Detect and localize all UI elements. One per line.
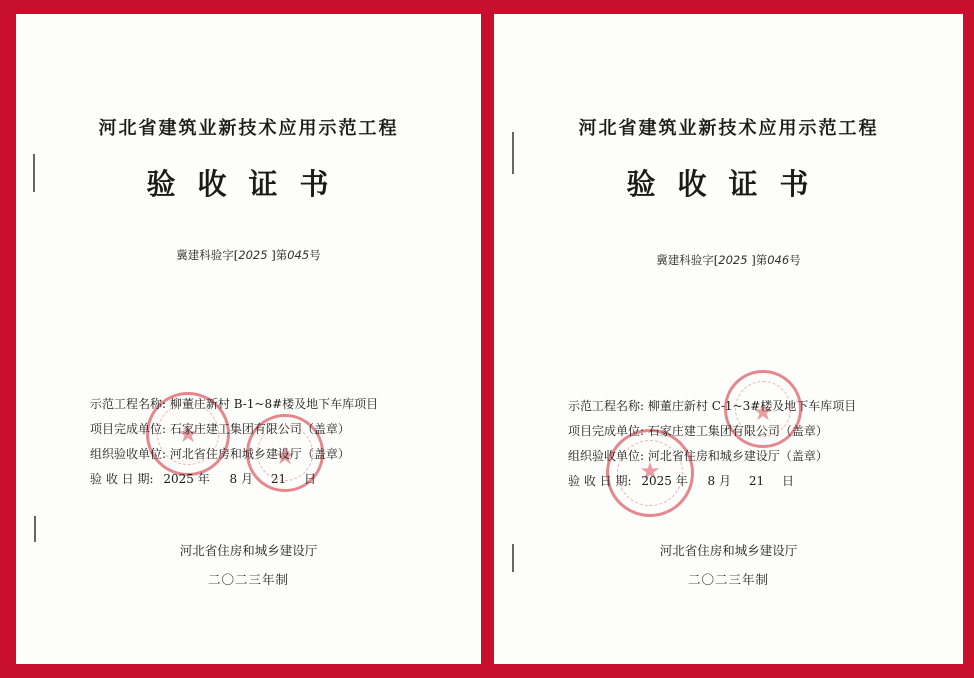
document-number: 冀建科验字[2025 ]第046号 (656, 253, 801, 267)
certificate-title-line2: 验收证书 (626, 167, 831, 201)
certificate-page-right (494, 14, 963, 664)
project-name-value: 柳董庄新村 B-1~8#楼及地下车库项目 (169, 397, 379, 411)
project-name-label: 示范工程名称: (90, 397, 167, 411)
organizer-value: 河北省住房和城乡建设厅（盖章） (169, 447, 350, 461)
project-name-value: 柳董庄新村 C-1~3#楼及地下车库项目 (647, 399, 857, 413)
scan-mark (33, 154, 35, 192)
scan-mark (34, 516, 36, 542)
form-edition: 二〇二三年制 (687, 572, 769, 587)
acceptance-date-year: 2025 (163, 472, 194, 486)
issuing-authority: 河北省住房和城乡建设厅 (179, 543, 318, 558)
completion-unit-row (568, 425, 828, 437)
acceptance-date-month: 8 (707, 474, 716, 488)
certificate-title-line1: 河北省建筑业新技术应用示范工程 (578, 118, 879, 139)
completion-unit-label: 项目完成单位: (568, 424, 645, 438)
organizer-row (90, 448, 350, 460)
organizer-row (568, 450, 828, 462)
project-name-label: 示范工程名称: (568, 399, 645, 413)
completion-unit-value: 石家庄建工集团有限公司（盖章） (169, 422, 350, 436)
project-name-row (90, 398, 378, 410)
acceptance-date-label: 验 收 日 期: (90, 472, 154, 486)
red-seal-stamp (606, 429, 694, 517)
document-number-year: 2025 (718, 253, 748, 267)
acceptance-date-day: 21 (270, 472, 287, 486)
certificate-title-line2: 验收证书 (146, 167, 351, 201)
acceptance-date-month: 8 (229, 472, 238, 486)
acceptance-date-row: 验 收 日 期: 2025 年 8 月 21 日 (568, 474, 794, 488)
project-name-row (568, 400, 856, 412)
document-number-value: 046 (767, 253, 790, 267)
certificate-page-left (16, 14, 481, 664)
acceptance-date-day: 21 (748, 474, 765, 488)
completion-unit-value: 石家庄建工集团有限公司（盖章） (647, 424, 828, 438)
scan-mark (512, 544, 514, 572)
document-number-year: 2025 (238, 248, 268, 262)
completion-unit-row (90, 423, 350, 435)
issuing-authority: 河北省住房和城乡建设厅 (659, 543, 798, 558)
certificate-title-line1: 河北省建筑业新技术应用示范工程 (98, 118, 399, 139)
completion-unit-label: 项目完成单位: (90, 422, 167, 436)
scan-mark (512, 132, 514, 174)
organizer-label: 组织验收单位: (568, 449, 645, 463)
acceptance-date-row: 验 收 日 期: 2025 年 8 月 21 日 (90, 472, 316, 486)
form-edition: 二〇二三年制 (207, 572, 289, 587)
acceptance-date-year: 2025 (641, 474, 672, 488)
organizer-label: 组织验收单位: (90, 447, 167, 461)
document-number-value: 045 (287, 248, 310, 262)
document-number: 冀建科验字[2025 ]第045号 (176, 248, 321, 262)
organizer-value: 河北省住房和城乡建设厅（盖章） (647, 449, 828, 463)
acceptance-date-label: 验 收 日 期: (568, 474, 632, 488)
